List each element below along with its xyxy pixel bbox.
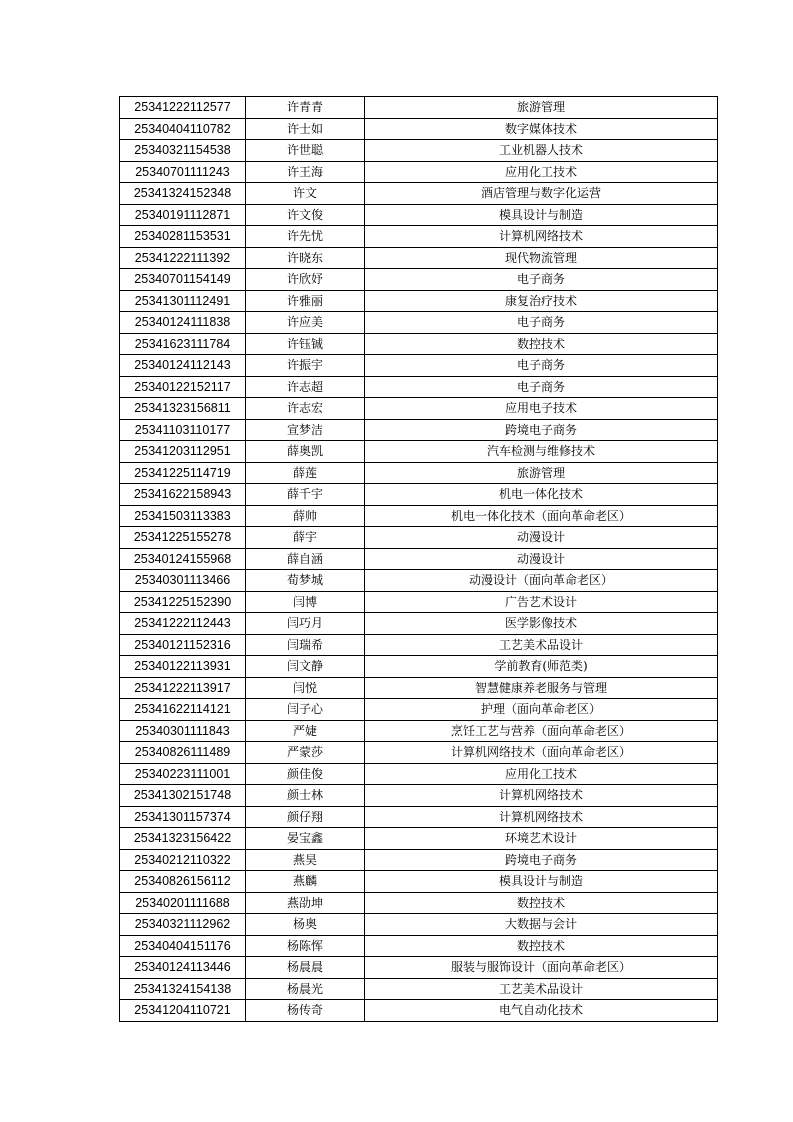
table-row (120, 785, 718, 807)
student-id-cell: 25341301157374 (120, 806, 246, 828)
table-row (120, 484, 718, 506)
table-row (120, 892, 718, 914)
major-cell: 电子商务 (365, 269, 718, 291)
table-row (120, 591, 718, 613)
table-row (120, 849, 718, 871)
major-cell: 电子商务 (365, 355, 718, 377)
table-row (120, 806, 718, 828)
student-id-cell: 25340201111688 (120, 892, 246, 914)
table-row (120, 742, 718, 764)
major-cell: 应用电子技术 (365, 398, 718, 420)
table-row (120, 1000, 718, 1022)
major-cell: 环境艺术设计 (365, 828, 718, 850)
student-name-cell: 颜士林 (246, 785, 365, 807)
table-row (120, 118, 718, 140)
table-row (120, 978, 718, 1000)
student-name-cell: 许振宇 (246, 355, 365, 377)
student-id-cell: 25340124111838 (120, 312, 246, 334)
student-name-cell: 许士如 (246, 118, 365, 140)
student-id-cell: 25341103110177 (120, 419, 246, 441)
major-cell: 医学影像技术 (365, 613, 718, 635)
major-cell: 酒店管理与数字化运营 (365, 183, 718, 205)
major-cell: 应用化工技术 (365, 763, 718, 785)
table-row (120, 914, 718, 936)
student-id-cell: 25341301112491 (120, 290, 246, 312)
student-id-cell: 25341323156422 (120, 828, 246, 850)
student-id-cell: 25341302151748 (120, 785, 246, 807)
student-id-cell: 25340321112962 (120, 914, 246, 936)
student-name-cell: 许文俊 (246, 204, 365, 226)
student-name-cell: 杨奥 (246, 914, 365, 936)
student-id-cell: 25341222113917 (120, 677, 246, 699)
major-cell: 广告艺术设计 (365, 591, 718, 613)
student-name-cell: 燕昊 (246, 849, 365, 871)
major-cell: 应用化工技术 (365, 161, 718, 183)
major-cell: 数控技术 (365, 333, 718, 355)
admission-roster-table (119, 96, 718, 1022)
student-id-cell: 25341222112577 (120, 97, 246, 119)
student-id-cell: 25340124112143 (120, 355, 246, 377)
student-name-cell: 许先忧 (246, 226, 365, 248)
student-name-cell: 许文 (246, 183, 365, 205)
table-row (120, 226, 718, 248)
student-name-cell: 燕劭坤 (246, 892, 365, 914)
table-row (120, 290, 718, 312)
major-cell: 动漫设计 (365, 527, 718, 549)
student-id-cell: 25340701111243 (120, 161, 246, 183)
student-id-cell: 25341324152348 (120, 183, 246, 205)
student-name-cell: 杨陈恽 (246, 935, 365, 957)
table-row (120, 634, 718, 656)
major-cell: 计算机网络技术 (365, 806, 718, 828)
student-id-cell: 25340191112871 (120, 204, 246, 226)
major-cell: 动漫设计（面向革命老区） (365, 570, 718, 592)
table-row (120, 462, 718, 484)
student-id-cell: 25340223111001 (120, 763, 246, 785)
student-name-cell: 闫文静 (246, 656, 365, 678)
major-cell: 计算机网络技术（面向革命老区） (365, 742, 718, 764)
major-cell: 大数据与会计 (365, 914, 718, 936)
major-cell: 计算机网络技术 (365, 226, 718, 248)
roster-body (120, 97, 718, 1022)
student-name-cell: 宣梦洁 (246, 419, 365, 441)
student-name-cell: 薛千宇 (246, 484, 365, 506)
student-name-cell: 闫子心 (246, 699, 365, 721)
student-name-cell: 杨晨晨 (246, 957, 365, 979)
student-id-cell: 25341622158943 (120, 484, 246, 506)
table-row (120, 97, 718, 119)
student-id-cell: 25340301111843 (120, 720, 246, 742)
major-cell: 现代物流管理 (365, 247, 718, 269)
major-cell: 服装与服饰设计（面向革命老区） (365, 957, 718, 979)
major-cell: 烹饪工艺与营养（面向革命老区） (365, 720, 718, 742)
student-id-cell: 25341323156811 (120, 398, 246, 420)
student-id-cell: 25340826156112 (120, 871, 246, 893)
student-id-cell: 25340122152117 (120, 376, 246, 398)
major-cell: 动漫设计 (365, 548, 718, 570)
table-row (120, 312, 718, 334)
student-name-cell: 颜仔翔 (246, 806, 365, 828)
student-name-cell: 许欣妤 (246, 269, 365, 291)
student-name-cell: 许雅丽 (246, 290, 365, 312)
student-name-cell: 颜佳俊 (246, 763, 365, 785)
student-id-cell: 25341503113383 (120, 505, 246, 527)
student-id-cell: 25341623111784 (120, 333, 246, 355)
table-row (120, 140, 718, 162)
major-cell: 工业机器人技术 (365, 140, 718, 162)
student-id-cell: 25341225152390 (120, 591, 246, 613)
table-row (120, 548, 718, 570)
student-name-cell: 许钰铖 (246, 333, 365, 355)
table-row (120, 871, 718, 893)
table-row (120, 699, 718, 721)
student-name-cell: 燕麟 (246, 871, 365, 893)
table-row (120, 419, 718, 441)
table-row (120, 355, 718, 377)
major-cell: 护理（面向革命老区） (365, 699, 718, 721)
student-name-cell: 许志宏 (246, 398, 365, 420)
major-cell: 旅游管理 (365, 97, 718, 119)
student-id-cell: 25340826111489 (120, 742, 246, 764)
major-cell: 机电一体化技术 (365, 484, 718, 506)
major-cell: 学前教育(师范类) (365, 656, 718, 678)
major-cell: 机电一体化技术（面向革命老区） (365, 505, 718, 527)
table-row (120, 613, 718, 635)
student-name-cell: 闫悦 (246, 677, 365, 699)
major-cell: 跨境电子商务 (365, 419, 718, 441)
student-name-cell: 闫瑞希 (246, 634, 365, 656)
student-name-cell: 许晓东 (246, 247, 365, 269)
major-cell: 数控技术 (365, 892, 718, 914)
student-id-cell: 25340121152316 (120, 634, 246, 656)
student-name-cell: 薛奥凯 (246, 441, 365, 463)
student-name-cell: 严蒙莎 (246, 742, 365, 764)
major-cell: 计算机网络技术 (365, 785, 718, 807)
student-id-cell: 25340701154149 (120, 269, 246, 291)
student-name-cell: 薛宇 (246, 527, 365, 549)
student-name-cell: 许世聪 (246, 140, 365, 162)
student-name-cell: 杨晨光 (246, 978, 365, 1000)
table-row (120, 935, 718, 957)
student-id-cell: 25341222112443 (120, 613, 246, 635)
student-id-cell: 25340301113466 (120, 570, 246, 592)
table-row (120, 677, 718, 699)
major-cell: 汽车检测与维修技术 (365, 441, 718, 463)
major-cell: 跨境电子商务 (365, 849, 718, 871)
major-cell: 康复治疗技术 (365, 290, 718, 312)
student-name-cell: 杨传奇 (246, 1000, 365, 1022)
table-row (120, 269, 718, 291)
table-row (120, 505, 718, 527)
student-name-cell: 闫博 (246, 591, 365, 613)
student-name-cell: 许应美 (246, 312, 365, 334)
table-row (120, 720, 718, 742)
major-cell: 电子商务 (365, 376, 718, 398)
student-name-cell: 严婕 (246, 720, 365, 742)
student-name-cell: 许志超 (246, 376, 365, 398)
table-row (120, 376, 718, 398)
student-name-cell: 许青青 (246, 97, 365, 119)
table-row (120, 161, 718, 183)
table-row (120, 333, 718, 355)
student-name-cell: 许王海 (246, 161, 365, 183)
student-id-cell: 25340124155968 (120, 548, 246, 570)
table-row (120, 247, 718, 269)
table-row (120, 527, 718, 549)
major-cell: 数控技术 (365, 935, 718, 957)
student-id-cell: 25340321154538 (120, 140, 246, 162)
table-row (120, 204, 718, 226)
major-cell: 电气自动化技术 (365, 1000, 718, 1022)
table-row (120, 656, 718, 678)
student-id-cell: 25341203112951 (120, 441, 246, 463)
major-cell: 模具设计与制造 (365, 204, 718, 226)
major-cell: 工艺美术品设计 (365, 634, 718, 656)
table-row (120, 398, 718, 420)
major-cell: 模具设计与制造 (365, 871, 718, 893)
table-row (120, 957, 718, 979)
table-row (120, 183, 718, 205)
major-cell: 智慧健康养老服务与管理 (365, 677, 718, 699)
student-name-cell: 闫巧月 (246, 613, 365, 635)
student-id-cell: 25341204110721 (120, 1000, 246, 1022)
table-row (120, 570, 718, 592)
major-cell: 旅游管理 (365, 462, 718, 484)
student-name-cell: 薛自涵 (246, 548, 365, 570)
student-id-cell: 25341225114719 (120, 462, 246, 484)
student-id-cell: 25341324154138 (120, 978, 246, 1000)
major-cell: 工艺美术品设计 (365, 978, 718, 1000)
table-row (120, 828, 718, 850)
major-cell: 电子商务 (365, 312, 718, 334)
student-name-cell: 薛莲 (246, 462, 365, 484)
student-id-cell: 25341222111392 (120, 247, 246, 269)
student-id-cell: 25340281153531 (120, 226, 246, 248)
major-cell: 数字媒体技术 (365, 118, 718, 140)
student-id-cell: 25341225155278 (120, 527, 246, 549)
student-id-cell: 25341622114121 (120, 699, 246, 721)
student-name-cell: 荀梦城 (246, 570, 365, 592)
table-row (120, 763, 718, 785)
student-id-cell: 25340212110322 (120, 849, 246, 871)
table-row (120, 441, 718, 463)
student-id-cell: 25340404110782 (120, 118, 246, 140)
student-name-cell: 晏宝鑫 (246, 828, 365, 850)
student-name-cell: 薛帅 (246, 505, 365, 527)
student-id-cell: 25340404151176 (120, 935, 246, 957)
student-id-cell: 25340122113931 (120, 656, 246, 678)
student-id-cell: 25340124113446 (120, 957, 246, 979)
